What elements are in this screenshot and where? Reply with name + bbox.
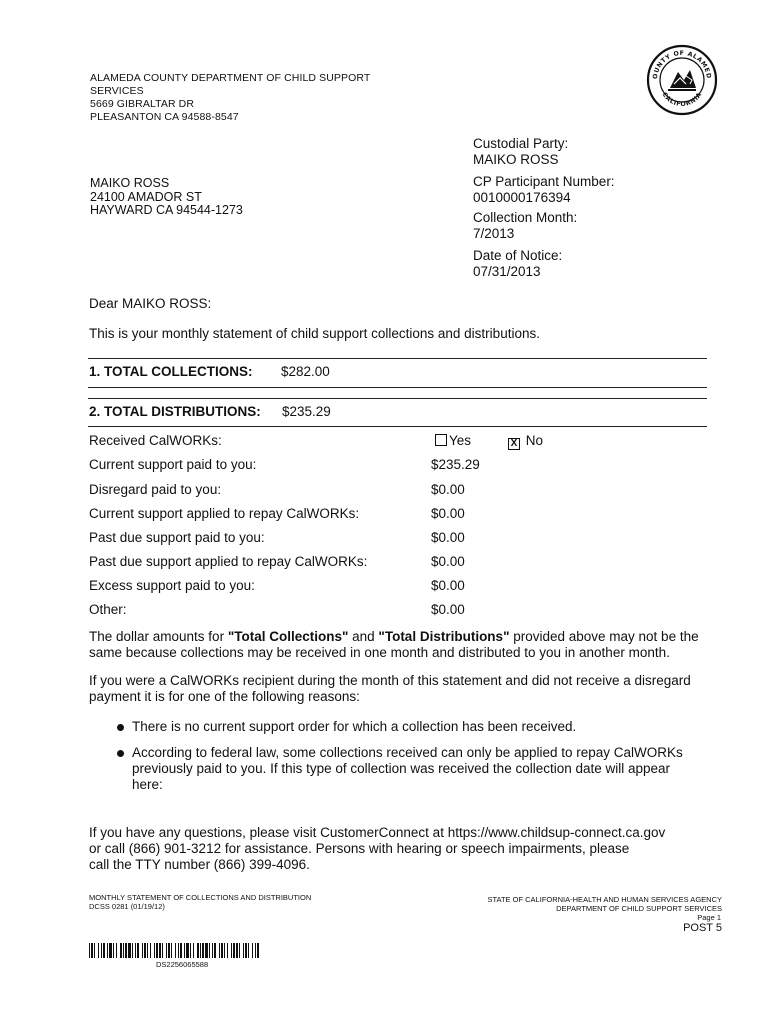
barcode-bar xyxy=(239,943,240,958)
barcode-bar xyxy=(193,943,194,958)
barcode-bar xyxy=(221,943,223,958)
date-value: 07/31/2013 xyxy=(473,264,541,279)
barcode-bar xyxy=(101,943,102,958)
barcode-bar xyxy=(144,943,146,958)
barcode-bar xyxy=(186,943,189,958)
barcode-text: DS2256065588 xyxy=(156,960,209,969)
sender-line: PLEASANTON CA 94588-8547 xyxy=(90,111,239,123)
barcode-bar xyxy=(89,943,90,958)
no-checkbox[interactable]: X xyxy=(508,438,520,450)
barcode-bar xyxy=(137,943,139,958)
cp-value: 0010000176394 xyxy=(473,190,571,205)
barcode-bar xyxy=(224,943,225,958)
custodial-value: MAIKO ROSS xyxy=(473,152,559,167)
custodial-label: Custodial Party: xyxy=(473,136,569,151)
barcode-bar xyxy=(109,943,112,958)
date-notice-block xyxy=(473,248,562,280)
barcode-bar xyxy=(227,943,228,958)
contact-line: If you have any questions, please visit CustomerConnect at https://www.childsup-connect.ca.gov xyxy=(89,825,666,840)
seal-icon xyxy=(646,44,718,116)
barcode-bar xyxy=(180,943,182,958)
barcode-bar xyxy=(257,943,259,958)
total-distributions-value: $235.29 xyxy=(282,404,331,419)
barcode-bar xyxy=(103,943,105,958)
recipient-name: MAIKO ROSS xyxy=(90,176,170,190)
barcode-bar xyxy=(107,943,108,958)
sender-line: ALAMEDA COUNTY DEPARTMENT OF CHILD SUPPORT xyxy=(90,72,371,84)
barcode-bar xyxy=(98,943,99,958)
barcode-bar xyxy=(219,943,220,958)
bullet-line: According to federal law, some collections received can only be applied to repay CalWORKs xyxy=(132,745,683,760)
total-distributions-label: 2. TOTAL DISTRIBUTIONS: xyxy=(89,404,261,419)
cp-label: CP Participant Number: xyxy=(473,174,615,189)
barcode-bar xyxy=(245,943,247,958)
barcode-bar xyxy=(132,943,133,958)
barcode-bar xyxy=(190,943,191,958)
barcode-bar xyxy=(175,943,176,958)
divider xyxy=(88,426,707,427)
bullet-icon xyxy=(117,724,124,731)
cp-number-block xyxy=(473,174,615,206)
barcode-bar xyxy=(154,943,155,958)
barcode-bar xyxy=(197,943,199,958)
barcode-bar xyxy=(236,943,238,958)
contact-line: call the TTY number (866) 399-4096. xyxy=(89,857,310,872)
contact-line: or call (866) 901-3212 for assistance. Persons with hearing or speech impairments, please xyxy=(89,841,630,856)
barcode-icon xyxy=(89,943,261,958)
row-value: $0.00 xyxy=(431,578,465,593)
barcode-bar xyxy=(150,943,151,958)
barcode-bar xyxy=(159,943,161,958)
barcode-bar xyxy=(116,943,117,958)
barcode-bar xyxy=(171,943,172,958)
barcode-bar xyxy=(184,943,185,958)
barcode-bar xyxy=(214,943,216,958)
note-line: same because collections may be received in one month and distributed to you in another month. xyxy=(89,645,670,660)
calworks-yes-option[interactable] xyxy=(435,433,471,449)
barcode-bar xyxy=(147,943,148,958)
contact-paragraph xyxy=(89,825,729,873)
barcode-bar xyxy=(162,943,163,958)
recipient-address xyxy=(90,177,243,218)
barcode-bar xyxy=(255,943,256,958)
sender-line: SERVICES xyxy=(90,85,144,97)
barcode-bar xyxy=(113,943,114,958)
barcode-bar xyxy=(200,943,201,958)
note-line xyxy=(89,629,719,645)
barcode-bar xyxy=(205,943,208,958)
row-label: Past due support applied to repay CalWORKs: xyxy=(89,554,368,569)
post-number: POST 5 xyxy=(683,922,722,934)
seal-bottom-text: CALIFORNIA xyxy=(660,91,704,109)
bullet-line: previously paid to you. If this type of collection was received the collection date will appear xyxy=(132,761,671,776)
barcode-bar xyxy=(123,943,124,958)
month-value: 7/2013 xyxy=(473,226,515,241)
total-collections-value: $282.00 xyxy=(281,364,330,379)
greeting: Dear MAIKO ROSS: xyxy=(89,296,212,311)
footer-agency xyxy=(488,895,723,913)
svg-text:CALIFORNIA xyxy=(661,91,704,108)
footer-form-info xyxy=(89,893,311,911)
form-id: DCSS 0281 (01/19/12) xyxy=(89,902,165,911)
row-value: $235.29 xyxy=(431,457,480,472)
row-value: $0.00 xyxy=(431,482,465,497)
row-value: $0.00 xyxy=(431,506,465,521)
bullet-icon xyxy=(117,750,124,757)
intro-text: This is your monthly statement of child support collections and distributions. xyxy=(89,326,540,341)
county-seal xyxy=(646,44,718,116)
recipient-city: HAYWARD CA 94544-1273 xyxy=(90,203,243,217)
barcode-bar xyxy=(120,943,122,958)
note-bold: "Total Collections" xyxy=(227,629,349,644)
divider xyxy=(88,387,707,388)
bullet-line: here: xyxy=(132,777,163,792)
bullet-line: There is no current support order for which a collection has been received. xyxy=(132,719,577,734)
barcode-bar xyxy=(128,943,131,958)
note-text: The dollar amounts for xyxy=(89,629,228,644)
row-label: Other: xyxy=(89,602,127,617)
form-title: MONTHLY STATEMENT OF COLLECTIONS AND DISTRIBUTION xyxy=(89,893,312,902)
note-paragraph xyxy=(89,629,719,661)
barcode-bar xyxy=(135,943,136,958)
total-collections-label: 1. TOTAL COLLECTIONS: xyxy=(89,364,253,379)
row-label: Past due support paid to you: xyxy=(89,530,265,545)
barcode-bar xyxy=(142,943,143,958)
row-label: Current support applied to repay CalWORKs: xyxy=(89,506,360,521)
divider xyxy=(88,398,707,399)
divider xyxy=(88,358,707,359)
yes-label: Yes xyxy=(449,433,472,448)
disregard-line: payment it is for one of the following reasons: xyxy=(89,689,360,704)
barcode-bar xyxy=(94,943,95,958)
info-block xyxy=(473,136,568,168)
barcode-bar xyxy=(243,943,244,958)
seal-top-text: OUNTY OF ALAMED xyxy=(651,49,713,80)
note-text: and xyxy=(348,629,379,644)
note-bold: "Total Distributions" xyxy=(378,629,510,644)
barcode-bar xyxy=(156,943,158,958)
barcode-bar xyxy=(252,943,253,958)
collection-month-block xyxy=(473,210,577,242)
barcode-bar xyxy=(209,943,210,958)
barcode-bar xyxy=(248,943,249,958)
barcode-bar xyxy=(178,943,179,958)
barcode-bar xyxy=(202,943,204,958)
bullet-item xyxy=(132,745,722,793)
date-label: Date of Notice: xyxy=(473,248,563,263)
row-label: Current support paid to you: xyxy=(89,457,257,472)
row-label: Disregard paid to you: xyxy=(89,482,222,497)
row-value: $0.00 xyxy=(431,530,465,545)
barcode-bar xyxy=(91,943,93,958)
page-number: Page 1 xyxy=(697,913,721,922)
month-label: Collection Month: xyxy=(473,210,578,225)
note-text: provided above may not be the xyxy=(509,629,699,644)
disregard-line: If you were a CalWORKs recipient during the month of this statement and did not receive a disregard xyxy=(89,673,691,688)
barcode-bar xyxy=(168,943,170,958)
row-value: $0.00 xyxy=(431,602,465,617)
recipient-street: 24100 AMADOR ST xyxy=(90,189,202,204)
calworks-no-option[interactable] xyxy=(508,433,543,450)
barcode xyxy=(89,943,261,958)
barcode-bar xyxy=(125,943,127,958)
row-value: $0.00 xyxy=(431,554,465,569)
no-label: No xyxy=(525,433,544,448)
yes-checkbox[interactable] xyxy=(435,434,447,446)
bullet-item xyxy=(132,719,722,735)
agency-line: STATE OF CALIFORNIA-HEALTH AND HUMAN SERVICES AGENCY xyxy=(487,895,722,904)
disregard-paragraph xyxy=(89,673,719,705)
calworks-label: Received CalWORKs: xyxy=(89,433,222,448)
sender-line: 5669 GIBRALTAR DR xyxy=(90,98,195,110)
barcode-bar xyxy=(233,943,235,958)
sender-address xyxy=(90,72,370,124)
barcode-bar xyxy=(231,943,232,958)
row-label: Excess support paid to you: xyxy=(89,578,255,593)
agency-line: DEPARTMENT OF CHILD SUPPORT SERVICES xyxy=(556,904,722,913)
barcode-bar xyxy=(166,943,167,958)
barcode-bar xyxy=(212,943,213,958)
